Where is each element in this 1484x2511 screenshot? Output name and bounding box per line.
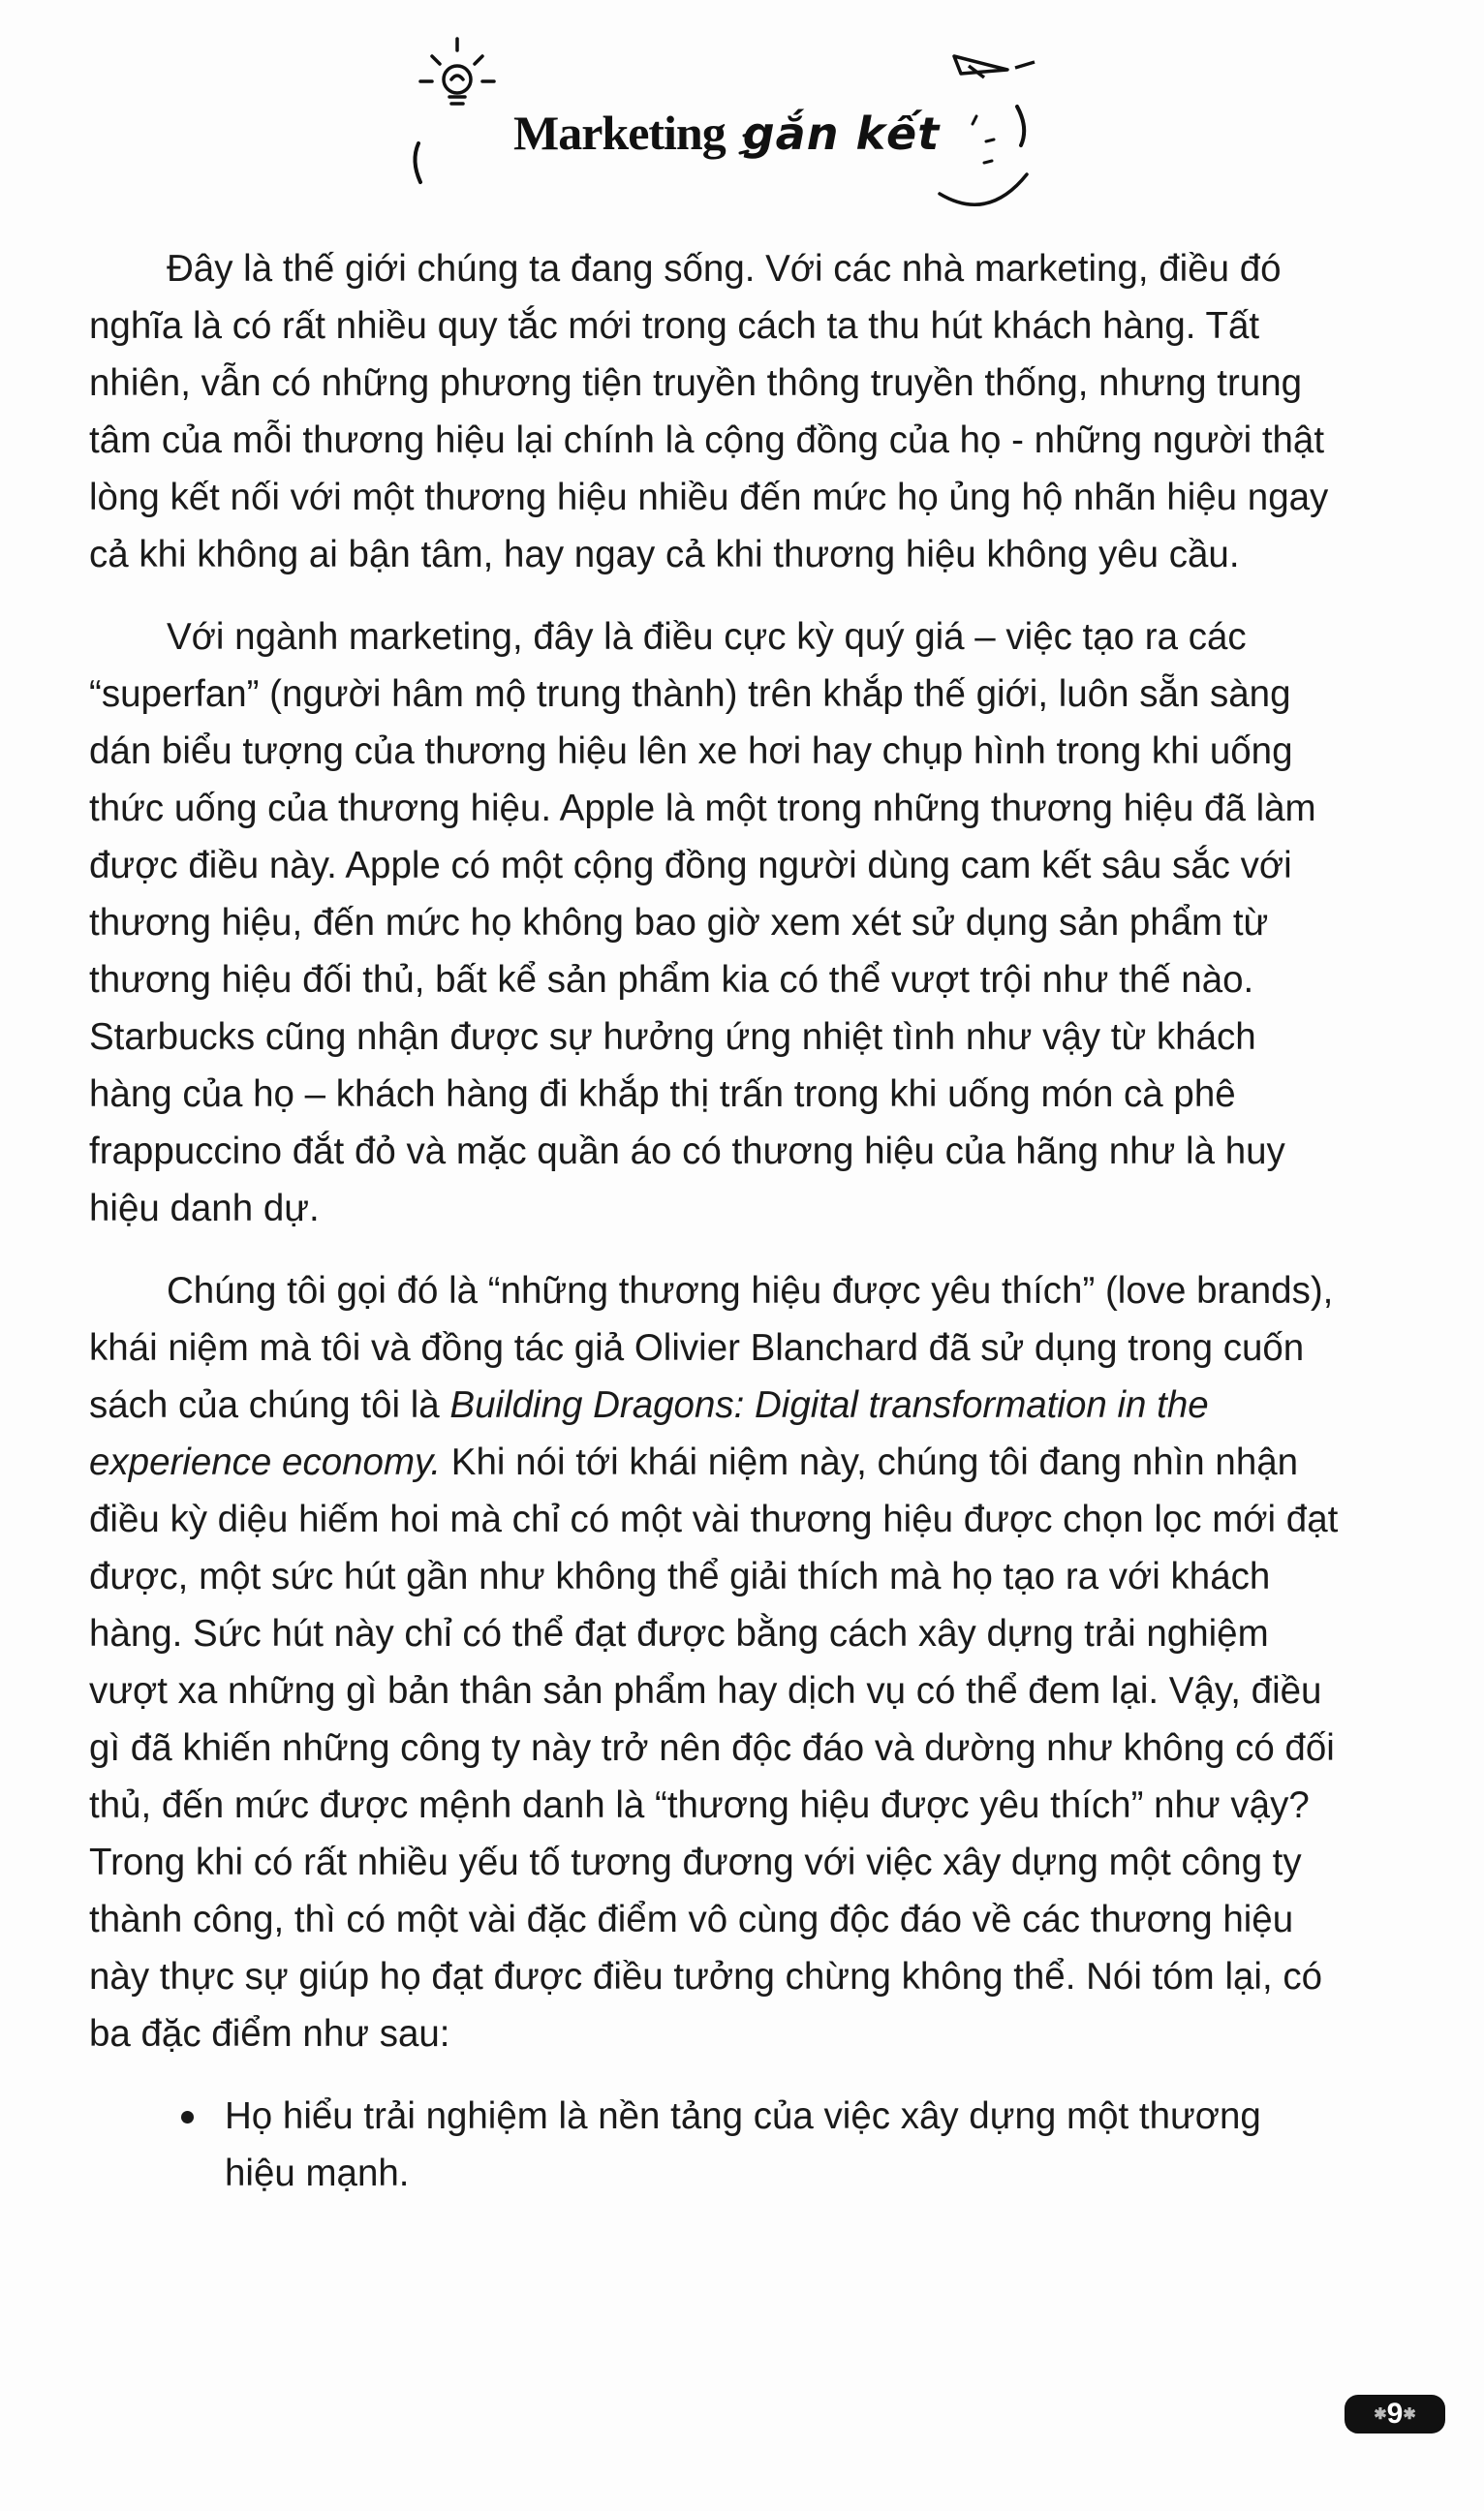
lightbulb-icon <box>420 39 494 104</box>
list-item <box>89 2088 1339 2202</box>
star-icon: ✱ <box>1374 2406 1387 2424</box>
chapter-title-part1: Marketing <box>513 106 726 160</box>
book-title: Building Dragons: Digital transformation in the experience economy. <box>89 1384 1209 1483</box>
paragraph-2: Với ngành marketing, đây là điều cực kỳ quý giá – việc tạo ra các “superfan” (người hâm mộ trung thành) trên khắp thế giới, luôn sẵn sàng dán biểu tượng của thương hiệu lên xe hơi hay chụp hình trong khi uống thức uống của thương hiệu. Apple là một trong những thương hiệu đã làm được điều này. Apple có một cộng đồng người dùng cam kết sâu sắc với thương hiệu, đến mức họ không bao giờ xem xét sử dụng sản phẩm từ thương hiệu đối thủ, bất kể sản phẩm kia có thể vượt trội như thế nào. Starbucks cũng nhận được sự hưởng ứng nhiệt tình như vậy từ khách hàng của họ – khách hàng đi khắp thị trấn trong khi uống món cà phê frappuccino đắt đỏ và mặc quần áo có thương hiệu của hãng như là huy hiệu danh dự. <box>89 616 1316 1229</box>
paragraph-3-text-after: Khi nói tới khái niệm này, chúng tôi đang nhìn nhận điều kỳ diệu hiếm hoi mà chỉ có một vài thương hiệu được chọn lọc mới đạt được, một sức hút gần như không thể giải thích mà họ tạo ra với khách hàng. Sức hút này chỉ có thể đạt được bằng cách xây dựng trải nghiệm vượt xa những gì bản thân sản phẩm hay dịch vụ có thể đem lại. Vậy, điều gì đã khiến những công ty này trở nên độc đáo và dường như không có đối thủ, đến mức được mệnh danh là “thương hiệu được yêu thích” như vậy? Trong khi có rất nhiều yếu tố tương đương với việc xây dựng một công ty thành công, thì có một vài đặc điểm vô cùng độc đáo về các thương hiệu này thực sự giúp họ đạt được điều tưởng chừng không thể. Nói tóm lại, có ba đặc điểm như sau: <box>89 1442 1339 2055</box>
chapter-title <box>513 105 940 161</box>
header-bracket-right <box>1017 107 1024 145</box>
bullet-text: Họ hiểu trải nghiệm là nền tảng của việc xây dựng một thương hiệu mạnh. <box>225 2095 1261 2194</box>
body-text <box>89 240 1339 2202</box>
chapter-header <box>387 19 1066 223</box>
bullet-icon <box>181 2111 194 2124</box>
page-number-badge <box>1345 2395 1445 2434</box>
paper-plane-icon <box>954 56 1035 78</box>
paragraph-1: Đây là thế giới chúng ta đang sống. Với các nhà marketing, điều đó nghĩa là có rất nhiều quy tắc mới trong cách ta thu hút khách hàng. Tất nhiên, vẫn có những phương tiện truyền thông truyền thống, nhưng trung tâm của mỗi thương hiệu lại chính là cộng đồng của họ - những người thật lòng kết nối với một thương hiệu nhiều đến mức họ ủng hộ nhãn hiệu ngay cả khi không ai bận tâm, hay ngay cả khi thương hiệu không yêu cầu. <box>89 248 1329 575</box>
paragraph-3-text-before: Chúng tôi gọi đó là “những thương hiệu được yêu thích” (love brands), khái niệm mà tôi và đồng tác giả Olivier Blanchard đã sử dụng trong cuốn sách của chúng tôi là <box>89 1270 1334 1426</box>
header-bracket-left <box>415 143 420 182</box>
chapter-title-part2: gắn kết <box>742 108 941 160</box>
header-swoosh <box>940 174 1027 204</box>
star-icon: ✱ <box>1403 2406 1416 2424</box>
paragraph-3 <box>89 1262 1339 2062</box>
page-number: 9 <box>1386 2398 1404 2430</box>
bullet-list <box>89 2088 1339 2202</box>
